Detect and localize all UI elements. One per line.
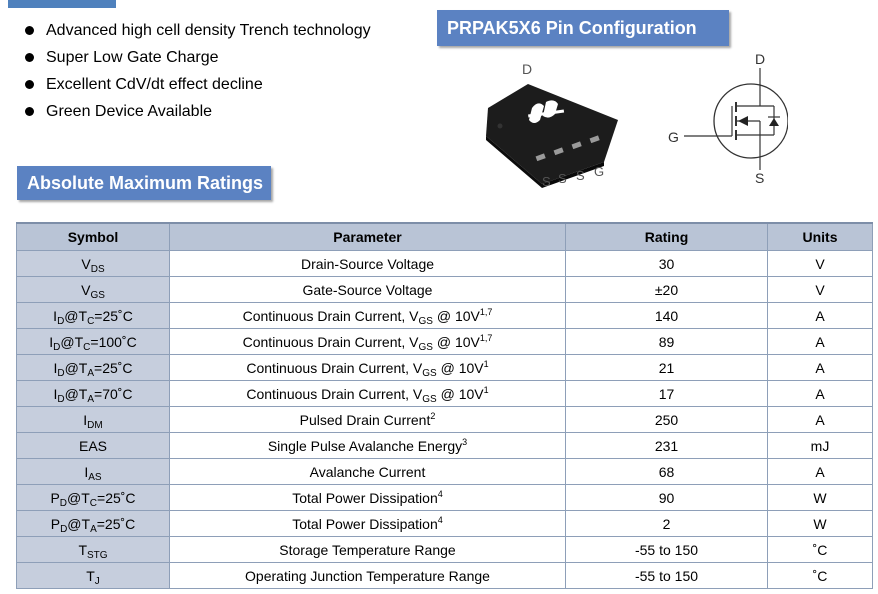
symbol-part: @T xyxy=(60,333,84,350)
parameter-part: GS xyxy=(422,393,437,405)
parameter-part: GS xyxy=(418,341,433,353)
pin-config-heading: PRPAK5X6 Pin Configuration xyxy=(437,10,729,46)
parameter-cell xyxy=(170,303,566,329)
footnote-marker: 3 xyxy=(462,436,468,447)
symbol-part: GS xyxy=(90,289,105,301)
parameter-part: Avalanche Current xyxy=(309,463,426,480)
rating-cell: 17 xyxy=(566,381,768,407)
schematic-drain-label: D xyxy=(755,51,766,67)
symbol-part: @T xyxy=(67,489,90,506)
header-rating: Rating xyxy=(566,223,768,251)
rating-cell: -55 to 150 xyxy=(566,537,768,563)
units-cell: A xyxy=(768,407,873,433)
symbol-part: T xyxy=(86,567,95,584)
table-row xyxy=(17,433,873,459)
symbol-part: C xyxy=(89,497,98,509)
bullet-icon xyxy=(25,80,34,89)
symbol-part: D xyxy=(60,523,68,535)
parameter-part: Continuous Drain Current, V xyxy=(246,385,423,402)
symbol-part: I xyxy=(83,411,88,428)
rating-cell: 90 xyxy=(566,485,768,511)
parameter-part: @ 10V xyxy=(436,385,484,402)
table-row xyxy=(17,537,873,563)
symbol-part: D xyxy=(57,367,65,379)
parameter-cell xyxy=(170,485,566,511)
units-cell: mJ xyxy=(768,433,873,459)
symbol-part: @T xyxy=(64,307,88,324)
parameter-part: Continuous Drain Current, V xyxy=(242,333,419,350)
symbol-cell xyxy=(17,485,170,511)
parameter-cell xyxy=(170,251,566,277)
symbol-cell xyxy=(17,511,170,537)
footnote-marker: 1,7 xyxy=(479,306,493,317)
parameter-part: Storage Temperature Range xyxy=(279,541,456,558)
symbol-part: I xyxy=(49,333,54,350)
symbol-part: T xyxy=(78,541,87,558)
units-cell: ˚C xyxy=(768,537,873,563)
rating-cell: -55 to 150 xyxy=(566,563,768,589)
symbol-part: =25˚C xyxy=(94,359,133,376)
header-parameter: Parameter xyxy=(170,223,566,251)
symbol-part: A xyxy=(87,367,95,379)
symbol-part: C xyxy=(87,315,95,327)
rating-cell: 250 xyxy=(566,407,768,433)
symbol-part: A xyxy=(90,523,97,535)
table-row xyxy=(17,485,873,511)
footnote-marker: 2 xyxy=(430,410,436,421)
symbol-cell xyxy=(17,329,170,355)
table-row xyxy=(17,329,873,355)
parameter-part: Total Power Dissipation xyxy=(292,515,438,532)
rating-cell: 21 xyxy=(566,355,768,381)
parameter-part: GS xyxy=(422,367,437,379)
symbol-cell xyxy=(17,251,170,277)
parameter-part: Pulsed Drain Current xyxy=(299,411,431,428)
units-cell: A xyxy=(768,355,873,381)
parameter-cell xyxy=(170,563,566,589)
symbol-part: I xyxy=(84,463,89,480)
parameter-part: Gate-Source Voltage xyxy=(302,281,433,298)
rating-cell: 89 xyxy=(566,329,768,355)
symbol-cell xyxy=(17,355,170,381)
units-cell: A xyxy=(768,459,873,485)
units-cell: W xyxy=(768,485,873,511)
units-cell: V xyxy=(768,251,873,277)
bullet-icon xyxy=(25,107,34,116)
package-pin-s2-label: S xyxy=(558,171,567,186)
top-accent-bar xyxy=(8,0,116,8)
symbol-part: EAS xyxy=(78,437,107,454)
ratings-table-body xyxy=(17,251,873,589)
feature-item: Green Device Available xyxy=(22,98,371,125)
symbol-cell xyxy=(17,563,170,589)
bullet-icon xyxy=(25,53,34,62)
symbol-part: =25˚C xyxy=(94,307,133,324)
symbol-part: STG xyxy=(87,549,108,561)
units-cell: ˚C xyxy=(768,563,873,589)
feature-list xyxy=(22,17,371,125)
table-row xyxy=(17,563,873,589)
package-pin-s3-label: S xyxy=(576,168,585,183)
symbol-part: P xyxy=(50,489,60,506)
table-row xyxy=(17,459,873,485)
symbol-cell xyxy=(17,433,170,459)
rating-cell: 140 xyxy=(566,303,768,329)
feature-item: Super Low Gate Charge xyxy=(22,44,371,71)
footnote-marker: 1 xyxy=(483,358,489,369)
symbol-part: I xyxy=(53,385,58,402)
bullet-icon xyxy=(25,26,34,35)
symbol-part: @T xyxy=(64,385,88,402)
symbol-part: D xyxy=(53,341,61,353)
parameter-cell xyxy=(170,329,566,355)
rating-cell: 30 xyxy=(566,251,768,277)
rating-cell: ±20 xyxy=(566,277,768,303)
package-pin-g-label: G xyxy=(594,164,605,179)
units-cell: W xyxy=(768,511,873,537)
feature-item: Excellent CdV/dt effect decline xyxy=(22,71,371,98)
rating-cell: 231 xyxy=(566,433,768,459)
symbol-part: @T xyxy=(64,359,88,376)
symbol-part: DM xyxy=(87,419,103,431)
table-header-row xyxy=(17,223,873,251)
parameter-part: Single Pulse Avalanche Energy xyxy=(267,437,463,454)
symbol-part: D xyxy=(57,315,65,327)
symbol-cell xyxy=(17,407,170,433)
parameter-cell xyxy=(170,277,566,303)
symbol-part: J xyxy=(94,575,100,587)
table-row xyxy=(17,407,873,433)
parameter-cell xyxy=(170,433,566,459)
package-pin-s1-label: S xyxy=(542,174,551,189)
footnote-marker: 4 xyxy=(437,514,443,525)
parameter-part: Continuous Drain Current, V xyxy=(246,359,423,376)
table-row xyxy=(17,277,873,303)
symbol-part: V xyxy=(81,281,91,298)
rating-cell: 2 xyxy=(566,511,768,537)
symbol-part: =25˚C xyxy=(97,489,136,506)
symbol-part: V xyxy=(81,255,91,272)
symbol-part: D xyxy=(59,497,68,509)
units-cell: A xyxy=(768,303,873,329)
package-pin-d-label: D xyxy=(522,61,533,77)
symbol-cell xyxy=(17,381,170,407)
rating-cell: 68 xyxy=(566,459,768,485)
symbol-part: I xyxy=(53,359,58,376)
parameter-cell xyxy=(170,511,566,537)
parameter-part: GS xyxy=(418,315,433,327)
units-cell: A xyxy=(768,329,873,355)
parameter-cell xyxy=(170,381,566,407)
parameter-part: Total Power Dissipation xyxy=(292,489,438,506)
symbol-part: @T xyxy=(67,515,91,532)
footnote-marker: 1 xyxy=(483,384,489,395)
feature-item: Advanced high cell density Trench technology xyxy=(22,17,371,44)
symbol-cell xyxy=(17,277,170,303)
symbol-part: =100˚C xyxy=(90,333,137,350)
table-row xyxy=(17,303,873,329)
units-cell: V xyxy=(768,277,873,303)
symbol-part: C xyxy=(83,341,91,353)
table-row xyxy=(17,381,873,407)
symbol-part: =70˚C xyxy=(94,385,133,402)
symbol-part: A xyxy=(87,393,95,405)
symbol-part: P xyxy=(50,515,61,532)
units-cell: A xyxy=(768,381,873,407)
symbol-cell xyxy=(17,459,170,485)
header-units: Units xyxy=(768,223,873,251)
absolute-max-ratings-heading: Absolute Maximum Ratings xyxy=(17,166,271,200)
parameter-cell xyxy=(170,355,566,381)
parameter-part: Drain-Source Voltage xyxy=(300,255,435,272)
table-row xyxy=(17,355,873,381)
parameter-part: @ 10V xyxy=(432,307,480,324)
symbol-part: D xyxy=(57,393,65,405)
symbol-part: AS xyxy=(88,471,102,483)
symbol-part: DS xyxy=(90,263,105,275)
package-illustration xyxy=(478,58,638,190)
table-row xyxy=(17,511,873,537)
footnote-marker: 4 xyxy=(437,488,443,499)
parameter-part: Continuous Drain Current, V xyxy=(242,307,419,324)
parameter-part: Operating Junction Temperature Range xyxy=(245,567,490,584)
symbol-part: =25˚C xyxy=(96,515,136,532)
schematic-gate-label: G xyxy=(668,129,679,145)
parameter-cell xyxy=(170,407,566,433)
footnote-marker: 1,7 xyxy=(479,332,493,343)
parameter-cell xyxy=(170,459,566,485)
symbol-cell xyxy=(17,537,170,563)
ratings-table xyxy=(16,222,873,589)
parameter-part: @ 10V xyxy=(432,333,480,350)
parameter-part: @ 10V xyxy=(436,359,484,376)
symbol-part: I xyxy=(53,307,58,324)
table-row xyxy=(17,251,873,277)
header-symbol: Symbol xyxy=(17,223,170,251)
symbol-cell xyxy=(17,303,170,329)
mosfet-schematic xyxy=(664,46,788,188)
schematic-source-label: S xyxy=(755,170,765,186)
parameter-cell xyxy=(170,537,566,563)
